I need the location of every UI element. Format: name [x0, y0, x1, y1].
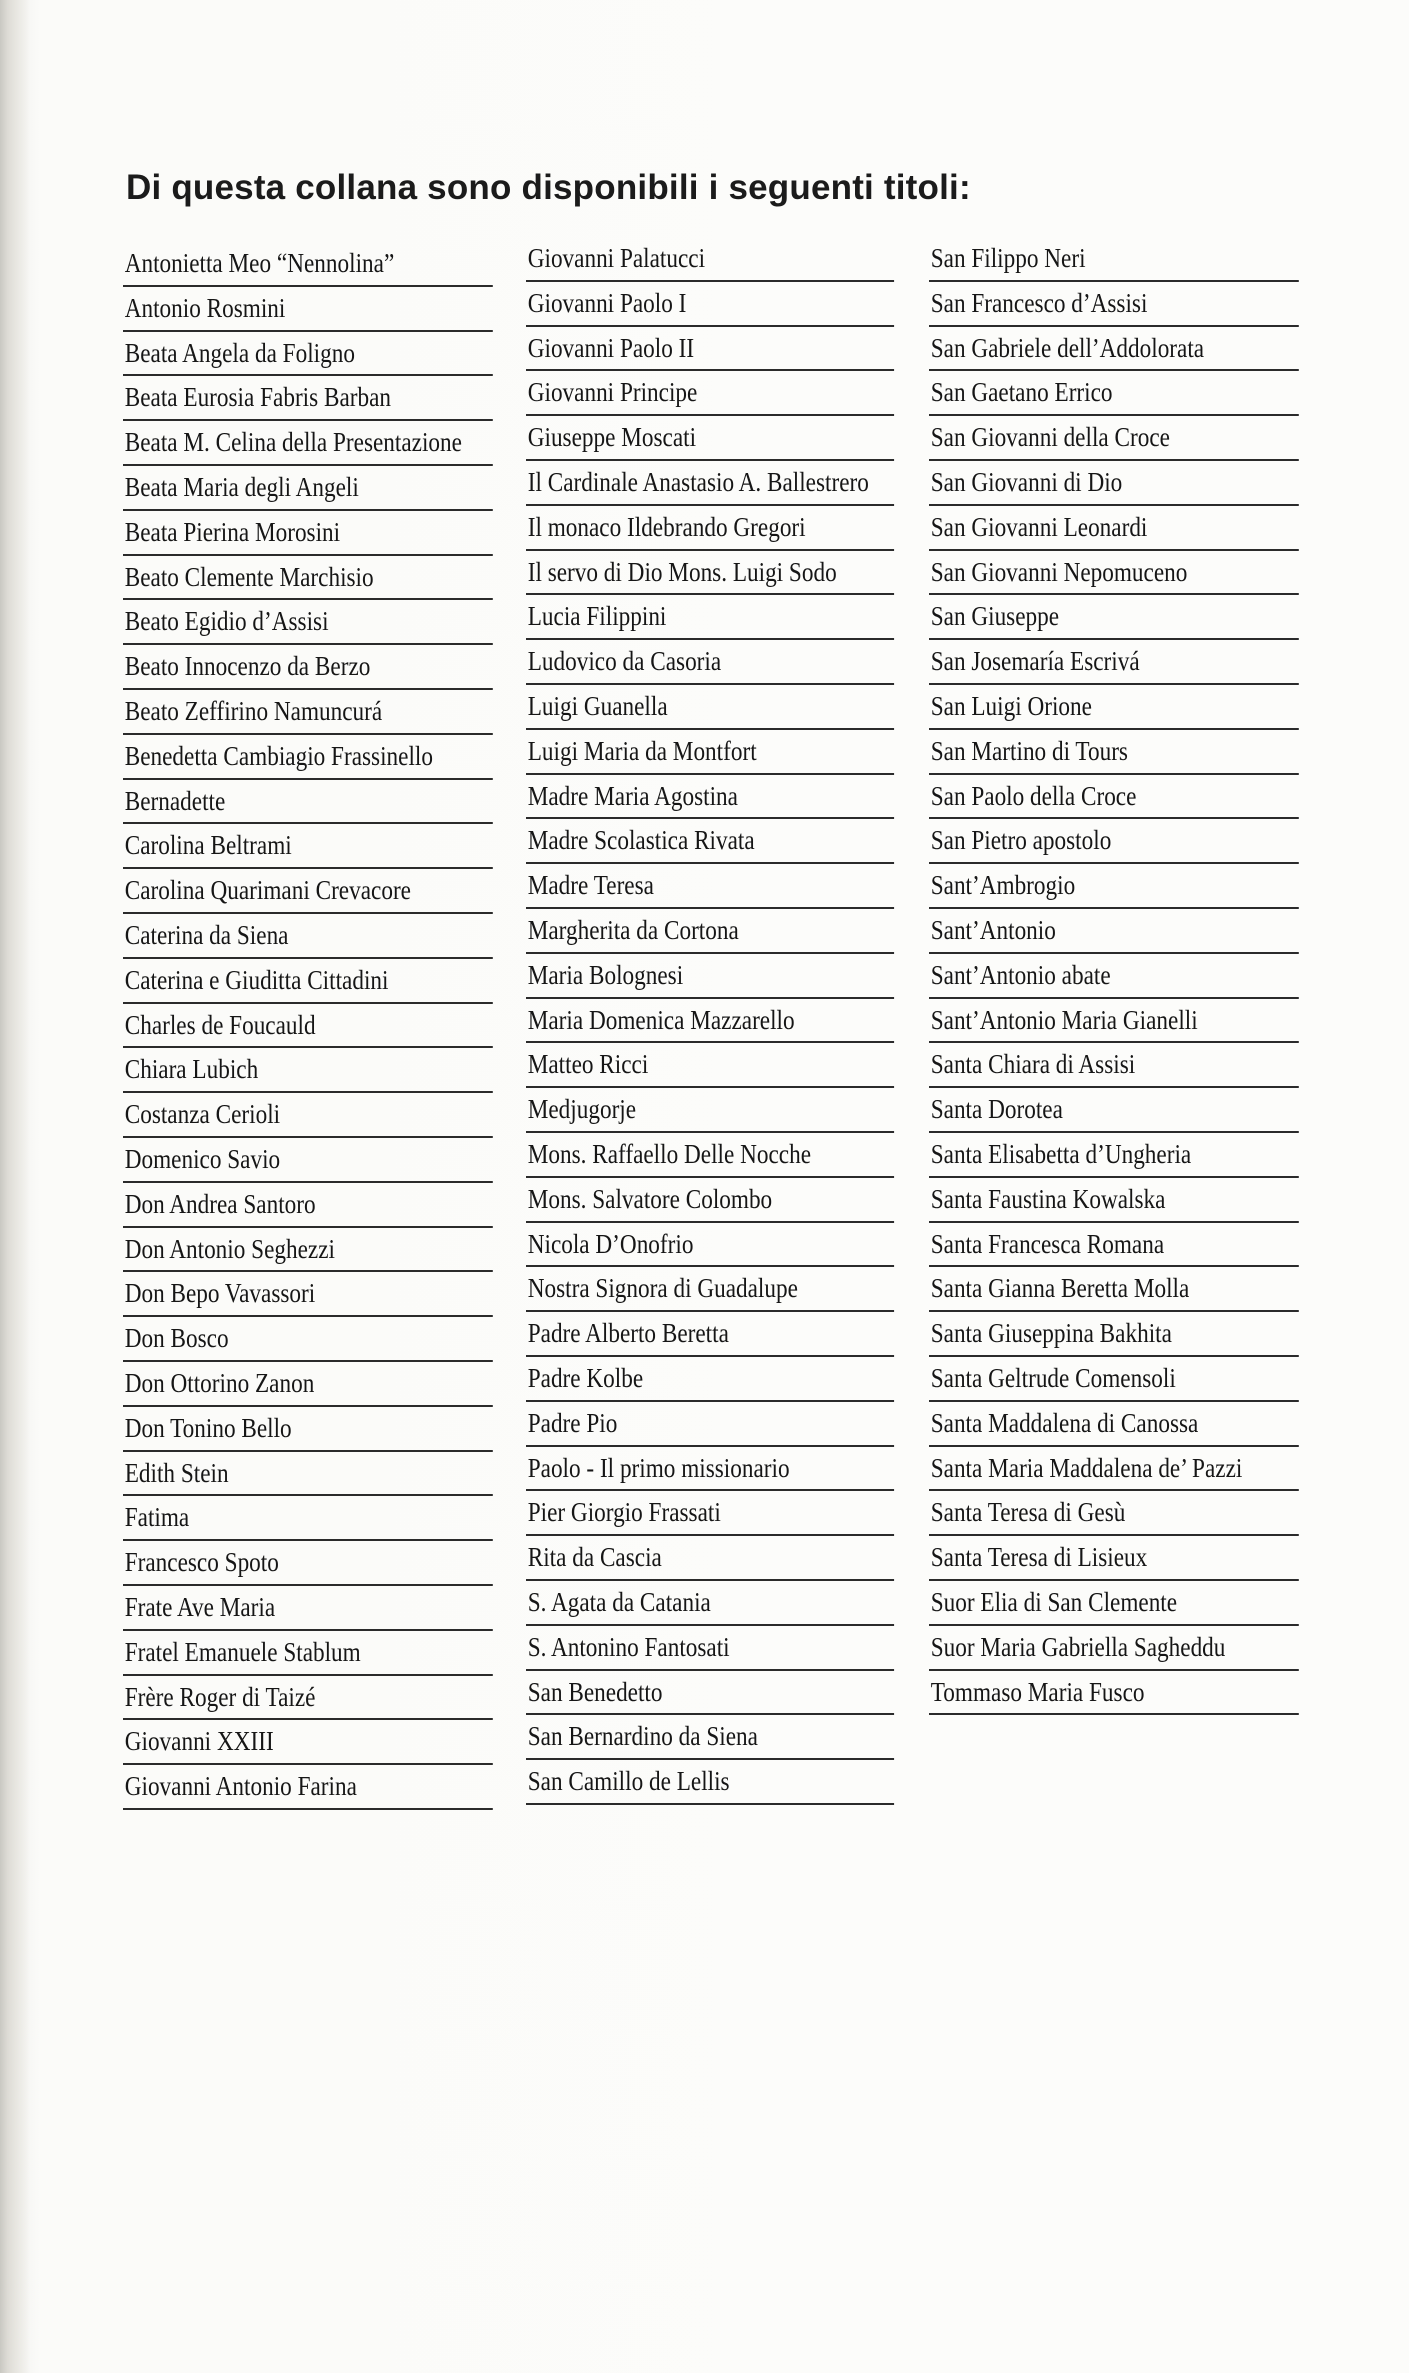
title-entry: Frate Ave Maria: [123, 1586, 493, 1631]
title-entry: Suor Elia di San Clemente: [929, 1581, 1299, 1626]
title-entry: Giovanni Palatucci: [526, 237, 894, 282]
title-entry: Santa Elisabetta d’Ungheria: [929, 1133, 1299, 1178]
title-entry: San Gabriele dell’Addolorata: [929, 327, 1299, 372]
title-entry: Frère Roger di Taizé: [123, 1676, 493, 1721]
title-entry: Don Andrea Santoro: [123, 1183, 493, 1228]
title-entry: Paolo - Il primo missionario: [526, 1447, 894, 1492]
title-entry: Santa Giuseppina Bakhita: [929, 1312, 1299, 1357]
title-entry: Santa Dorotea: [929, 1088, 1299, 1133]
title-entry: Antonio Rosmini: [123, 287, 493, 332]
title-entry: Santa Maddalena di Canossa: [929, 1402, 1299, 1447]
title-entry: San Gaetano Errico: [929, 371, 1299, 416]
title-entry: Beata Eurosia Fabris Barban: [123, 376, 493, 421]
title-entry: Luigi Maria da Montfort: [526, 730, 894, 775]
title-entry: Tommaso Maria Fusco: [929, 1671, 1299, 1716]
title-entry: San Giovanni Nepomuceno: [929, 551, 1299, 596]
title-entry: Mons. Salvatore Colombo: [526, 1178, 894, 1223]
title-entry: Sant’Antonio Maria Gianelli: [929, 999, 1299, 1044]
title-entry: San Pietro apostolo: [929, 819, 1299, 864]
title-column-1: [123, 242, 493, 1810]
title-entry: Padre Pio: [526, 1402, 894, 1447]
title-entry: Benedetta Cambiagio Frassinello: [123, 735, 493, 780]
title-entry: Giovanni Paolo II: [526, 327, 894, 372]
title-entry: Fatima: [123, 1496, 493, 1541]
title-entry: Madre Maria Agostina: [526, 775, 894, 820]
title-entry: Nicola D’Onofrio: [526, 1223, 894, 1268]
title-entry: Domenico Savio: [123, 1138, 493, 1183]
title-entry: Beato Egidio d’Assisi: [123, 600, 493, 645]
title-entry: Beata Pierina Morosini: [123, 511, 493, 556]
title-entry: Santa Faustina Kowalska: [929, 1178, 1299, 1223]
title-entry: San Giovanni di Dio: [929, 461, 1299, 506]
title-entry: Chiara Lubich: [123, 1048, 493, 1093]
title-entry: San Josemaría Escrivá: [929, 640, 1299, 685]
title-entry: Santa Geltrude Comensoli: [929, 1357, 1299, 1402]
title-entry: Sant’Antonio: [929, 909, 1299, 954]
title-entry: Caterina e Giuditta Cittadini: [123, 959, 493, 1004]
title-entry: Beato Innocenzo da Berzo: [123, 645, 493, 690]
title-entry: Santa Chiara di Assisi: [929, 1043, 1299, 1088]
title-entry: Giuseppe Moscati: [526, 416, 894, 461]
title-entry: Luigi Guanella: [526, 685, 894, 730]
title-entry: San Bernardino da Siena: [526, 1715, 894, 1760]
title-entry: Don Ottorino Zanon: [123, 1362, 493, 1407]
title-entry: Matteo Ricci: [526, 1043, 894, 1088]
title-entry: Madre Scolastica Rivata: [526, 819, 894, 864]
title-entry: Beata Maria degli Angeli: [123, 466, 493, 511]
title-entry: Sant’Antonio abate: [929, 954, 1299, 999]
title-entry: Edith Stein: [123, 1452, 493, 1497]
title-entry: Santa Gianna Beretta Molla: [929, 1267, 1299, 1312]
title-entry: Suor Maria Gabriella Sagheddu: [929, 1626, 1299, 1671]
title-entry: Il servo di Dio Mons. Luigi Sodo: [526, 551, 894, 596]
title-entry: San Giovanni della Croce: [929, 416, 1299, 461]
title-entry: Padre Alberto Beretta: [526, 1312, 894, 1357]
title-entry: Carolina Quarimani Crevacore: [123, 869, 493, 914]
title-entry: Ludovico da Casoria: [526, 640, 894, 685]
title-entry: Beato Clemente Marchisio: [123, 556, 493, 601]
title-column-2: [526, 237, 894, 1805]
title-entry: Nostra Signora di Guadalupe: [526, 1267, 894, 1312]
title-entry: San Benedetto: [526, 1671, 894, 1716]
title-entry: Beata M. Celina della Presentazione: [123, 421, 493, 466]
title-entry: Santa Francesca Romana: [929, 1223, 1299, 1268]
title-entry: Don Bosco: [123, 1317, 493, 1362]
title-entry: San Martino di Tours: [929, 730, 1299, 775]
title-entry: Fratel Emanuele Stablum: [123, 1631, 493, 1676]
title-entry: Santa Teresa di Lisieux: [929, 1536, 1299, 1581]
title-entry: Beata Angela da Foligno: [123, 332, 493, 377]
title-entry: San Camillo de Lellis: [526, 1760, 894, 1805]
title-entry: Maria Bolognesi: [526, 954, 894, 999]
title-entry: Costanza Cerioli: [123, 1093, 493, 1138]
title-entry: Giovanni XXIII: [123, 1720, 493, 1765]
title-entry: San Francesco d’Assisi: [929, 282, 1299, 327]
title-entry: Francesco Spoto: [123, 1541, 493, 1586]
title-entry: San Giovanni Leonardi: [929, 506, 1299, 551]
spine-shadow: [0, 0, 30, 2373]
catalog-heading: Di questa collana sono disponibili i seguenti titoli:: [126, 168, 971, 207]
title-entry: Il Cardinale Anastasio A. Ballestrero: [526, 461, 894, 506]
title-entry: San Paolo della Croce: [929, 775, 1299, 820]
title-entry: Lucia Filippini: [526, 595, 894, 640]
title-entry: Il monaco Ildebrando Gregori: [526, 506, 894, 551]
title-entry: Beato Zeffirino Namuncurá: [123, 690, 493, 735]
title-entry: Madre Teresa: [526, 864, 894, 909]
title-entry: Don Bepo Vavassori: [123, 1272, 493, 1317]
title-entry: Rita da Cascia: [526, 1536, 894, 1581]
title-entry: Antonietta Meo “Nennolina”: [123, 242, 493, 287]
title-entry: Don Tonino Bello: [123, 1407, 493, 1452]
title-entry: Carolina Beltrami: [123, 824, 493, 869]
title-entry: Giovanni Antonio Farina: [123, 1765, 493, 1810]
title-entry: Bernadette: [123, 780, 493, 825]
title-entry: Charles de Foucauld: [123, 1004, 493, 1049]
title-entry: S. Antonino Fantosati: [526, 1626, 894, 1671]
title-entry: San Luigi Orione: [929, 685, 1299, 730]
title-entry: Pier Giorgio Frassati: [526, 1491, 894, 1536]
title-column-3: [929, 237, 1299, 1715]
title-entry: Maria Domenica Mazzarello: [526, 999, 894, 1044]
title-entry: San Giuseppe: [929, 595, 1299, 640]
title-entry: S. Agata da Catania: [526, 1581, 894, 1626]
title-entry: Caterina da Siena: [123, 914, 493, 959]
title-entry: Santa Maria Maddalena de’ Pazzi: [929, 1447, 1299, 1492]
title-entry: Margherita da Cortona: [526, 909, 894, 954]
title-entry: Santa Teresa di Gesù: [929, 1491, 1299, 1536]
title-entry: Don Antonio Seghezzi: [123, 1228, 493, 1273]
title-entry: Giovanni Principe: [526, 371, 894, 416]
title-entry: Sant’Ambrogio: [929, 864, 1299, 909]
title-entry: Mons. Raffaello Delle Nocche: [526, 1133, 894, 1178]
title-entry: Giovanni Paolo I: [526, 282, 894, 327]
title-entry: San Filippo Neri: [929, 237, 1299, 282]
title-entry: Medjugorje: [526, 1088, 894, 1133]
title-entry: Padre Kolbe: [526, 1357, 894, 1402]
